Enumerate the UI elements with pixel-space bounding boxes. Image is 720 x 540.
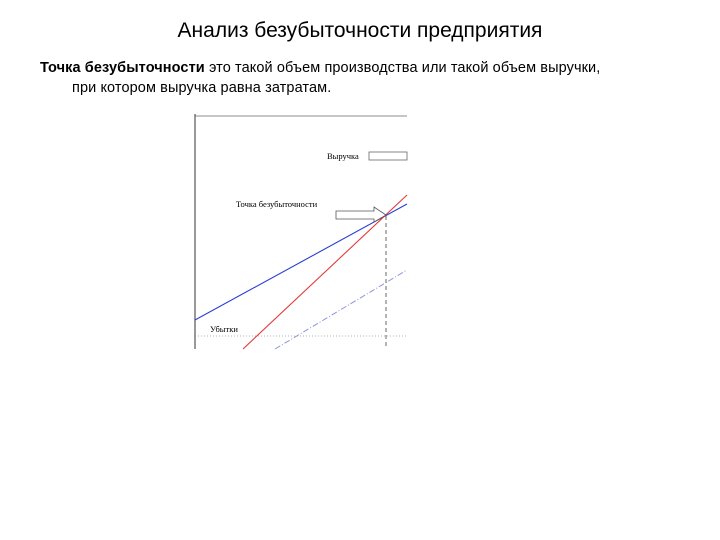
revenue-label-arrow — [369, 152, 407, 160]
dashed-line — [275, 270, 407, 349]
losses-label: Убытки — [210, 324, 238, 334]
breakeven-label: Точка безубыточности — [236, 199, 318, 209]
definition-text-line2: при котором выручка равна затратам. — [72, 80, 332, 96]
definition-term: Точка безубыточности — [40, 60, 205, 76]
page-title: Анализ безубыточности предприятия — [177, 19, 543, 42]
breakeven-arrow — [336, 207, 386, 222]
cost-line — [243, 195, 407, 349]
definition-text-line1: это такой объем производства или такой объем выручки, — [204, 60, 601, 76]
revenue-label: Выручка — [327, 151, 359, 161]
